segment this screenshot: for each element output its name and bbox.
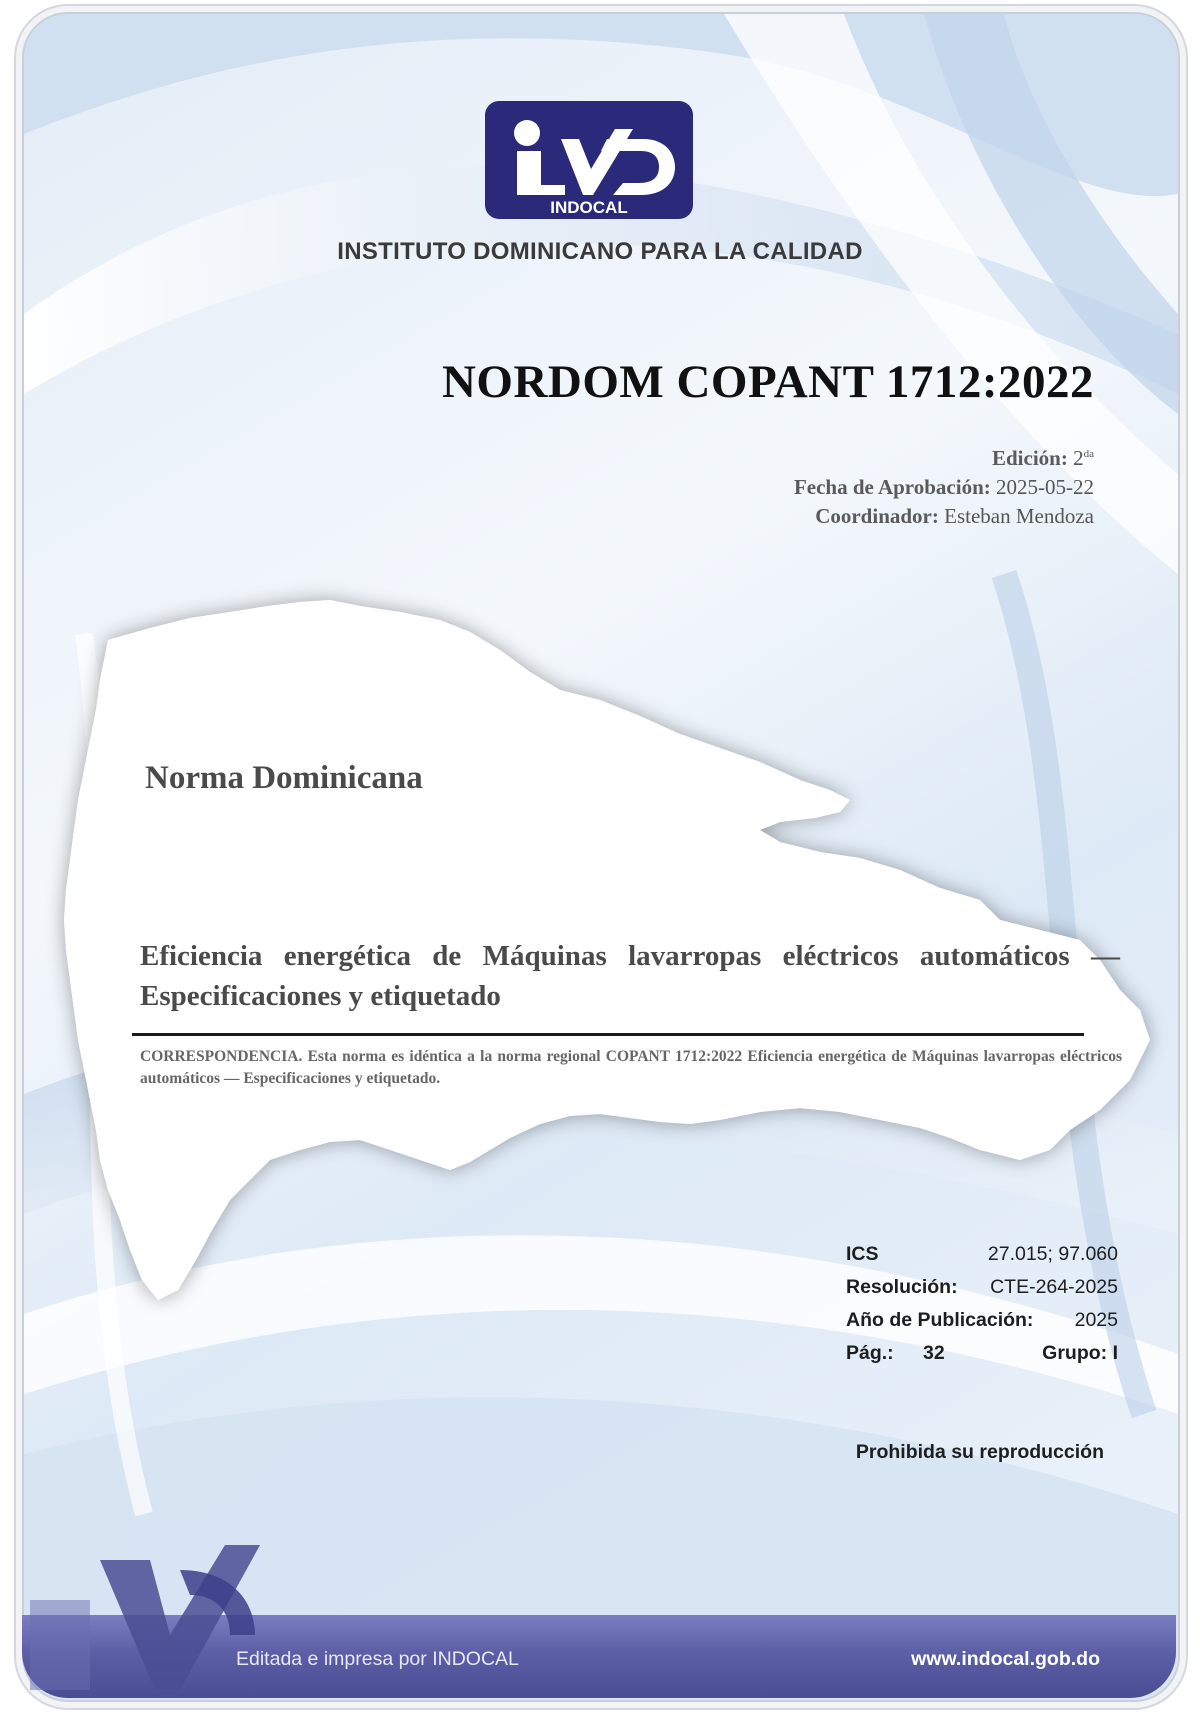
edition-line: [794, 440, 1094, 473]
resolution-row: [846, 1276, 1118, 1309]
year-label: Año de Publicación:: [846, 1309, 1034, 1331]
year-row: [846, 1309, 1118, 1342]
edition-superscript: da: [1083, 448, 1094, 460]
pages-value: 32: [923, 1342, 945, 1364]
year-value: 2025: [1074, 1309, 1118, 1331]
pages-label: Pág.:: [846, 1342, 894, 1364]
coordinator-label: Coordinador:: [815, 504, 939, 528]
institute-name: INSTITUTO DOMINICANO PARA LA CALIDAD: [337, 238, 863, 265]
coordinator-line: [794, 502, 1094, 531]
ics-value: 27.015; 97.060: [987, 1243, 1118, 1265]
footer-publisher: Editada e impresa por INDOCAL: [236, 1648, 519, 1670]
reproduction-notice: Prohibida su reproducción: [855, 1441, 1104, 1463]
ics-row: [846, 1243, 1118, 1276]
resolution-label: Resolución:: [846, 1276, 958, 1298]
group-value: Grupo: I: [1042, 1342, 1118, 1364]
indocal-logo: [483, 99, 695, 221]
approval-value: 2025-05-22: [996, 475, 1094, 499]
edition-value: 2: [1073, 446, 1084, 470]
standard-metadata: [794, 440, 1094, 531]
title-divider: [132, 1033, 1084, 1036]
correspondence-note: CORRESPONDENCIA. Esta norma es idéntica a la norma regional COPANT 1712:2022 Eficiencia energética de Máquinas lavarropas eléctricos automáticos — Especificaciones y etiquetado.: [140, 1048, 1122, 1087]
svg-text:INDOCAL: INDOCAL: [550, 198, 628, 217]
ics-label: ICS: [846, 1243, 879, 1265]
approval-line: [794, 473, 1094, 502]
edition-label: Edición:: [992, 446, 1068, 470]
resolution-value: CTE-264-2025: [990, 1276, 1118, 1298]
publication-info: [846, 1243, 1118, 1375]
norma-heading: Norma Dominicana: [145, 760, 423, 796]
approval-label: Fecha de Aprobación:: [793, 475, 991, 499]
corner-logo-watermark: [30, 1540, 260, 1690]
footer-website[interactable]: www.indocal.gob.do: [911, 1648, 1100, 1670]
standard-code: NORDOM COPANT 1712:2022: [441, 356, 1094, 408]
pages-row: [846, 1342, 1118, 1375]
document-title: Eficiencia energética de Máquinas lavarropas eléctricos automáticos — Especificaciones y etiquetado: [140, 940, 1120, 1012]
coordinator-value: Esteban Mendoza: [944, 504, 1094, 528]
